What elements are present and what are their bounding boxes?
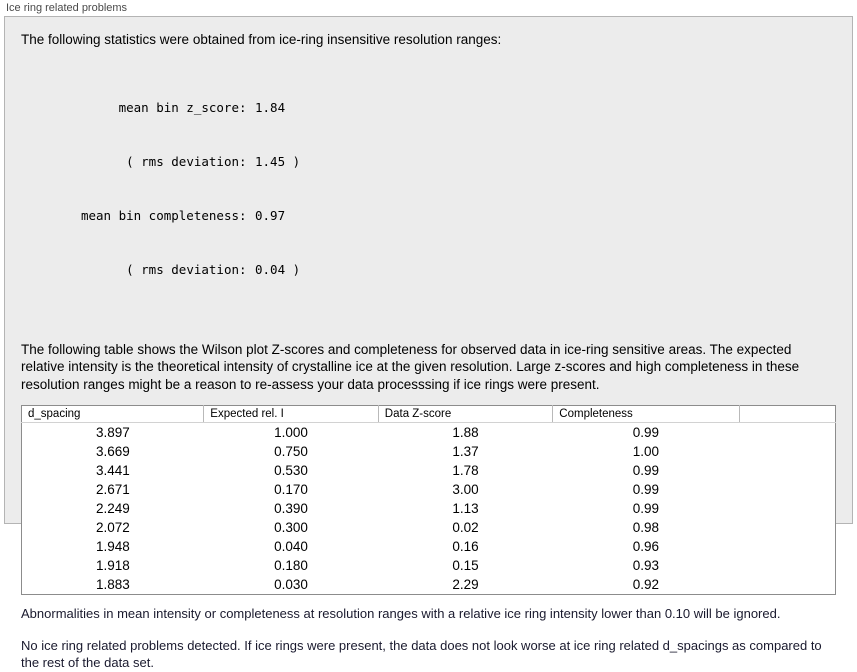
note-ignored-text: Abnormalities in mean intensity or completeness at resolution ranges with a relative ice ring intensity lower than 0.10 will be ignored. — [21, 606, 781, 621]
cell-extra — [739, 518, 835, 537]
ice-ring-table — [21, 405, 836, 595]
stats-label: mean bin completeness — [80, 207, 239, 223]
stats-colon: : — [239, 207, 247, 223]
cell-extra — [739, 499, 835, 518]
cell-completeness: 0.96 — [553, 537, 739, 556]
table-row[interactable] — [22, 575, 836, 595]
cell-d-spacing: 3.669 — [22, 442, 204, 461]
cell-data-z-score: 3.00 — [378, 480, 553, 499]
cell-completeness: 1.00 — [553, 442, 739, 461]
table-row[interactable] — [22, 423, 836, 443]
cell-expected-rel-i: 1.000 — [204, 423, 379, 443]
cell-data-z-score: 0.02 — [378, 518, 553, 537]
ice-ring-report-panel — [4, 16, 853, 670]
cell-d-spacing: 1.948 — [22, 537, 204, 556]
cell-completeness: 0.99 — [553, 480, 739, 499]
cell-d-spacing: 2.249 — [22, 499, 204, 518]
stats-label: ( rms deviation — [126, 153, 239, 169]
cell-data-z-score: 1.78 — [378, 461, 553, 480]
table-row[interactable] — [22, 461, 836, 480]
stats-label: ( rms deviation — [126, 261, 239, 277]
stats-row — [49, 153, 836, 171]
cell-completeness: 0.99 — [553, 499, 739, 518]
cell-extra — [739, 537, 835, 556]
cell-expected-rel-i: 0.750 — [204, 442, 379, 461]
cell-data-z-score: 1.13 — [378, 499, 553, 518]
cell-extra — [739, 480, 835, 499]
statistics-block — [21, 63, 836, 315]
table-body — [22, 423, 836, 595]
stats-colon: : — [239, 153, 247, 169]
table-header — [22, 406, 836, 423]
cell-extra — [739, 461, 835, 480]
cell-expected-rel-i: 0.040 — [204, 537, 379, 556]
cell-data-z-score: 1.88 — [378, 423, 553, 443]
cell-expected-rel-i: 0.300 — [204, 518, 379, 537]
description-text: The following table shows the Wilson plot Z-scores and completeness for observed data in ice-ring sensitive areas. The expected relative intensity is the theoretical intensity of crystalline ice at the given resolution. Large z-scores and high completeness in these resolution ranges might be a reason to re-assess your data processsing if ice rings were present. — [21, 341, 800, 392]
cell-data-z-score: 0.16 — [378, 537, 553, 556]
cell-extra — [739, 423, 835, 443]
cell-d-spacing: 2.072 — [22, 518, 204, 537]
cell-expected-rel-i: 0.390 — [204, 499, 379, 518]
stats-row — [49, 207, 836, 225]
stats-value: 0.97 — [255, 207, 286, 223]
cell-expected-rel-i: 0.030 — [204, 575, 379, 595]
column-header-expected-rel-i[interactable]: Expected rel. I — [204, 406, 379, 423]
table-row[interactable] — [22, 537, 836, 556]
cell-extra — [739, 556, 835, 575]
cell-extra — [739, 442, 835, 461]
cell-data-z-score: 0.15 — [378, 556, 553, 575]
stats-label: mean bin z_score — [118, 99, 239, 115]
table-row[interactable] — [22, 499, 836, 518]
cell-expected-rel-i: 0.530 — [204, 461, 379, 480]
stats-row — [49, 261, 836, 279]
cell-d-spacing: 1.883 — [22, 575, 204, 595]
table-row[interactable] — [22, 442, 836, 461]
cell-completeness: 0.93 — [553, 556, 739, 575]
cell-completeness: 0.99 — [553, 423, 739, 443]
stats-value: 1.45 ) — [255, 153, 301, 169]
panel-title: Ice ring related problems — [0, 0, 857, 16]
table-row[interactable] — [22, 480, 836, 499]
cell-completeness: 0.98 — [553, 518, 739, 537]
column-header-extra[interactable] — [739, 406, 835, 423]
cell-completeness: 0.92 — [553, 575, 739, 595]
cell-d-spacing: 1.918 — [22, 556, 204, 575]
stats-value: 0.04 ) — [255, 261, 301, 277]
cell-completeness: 0.99 — [553, 461, 739, 480]
table-header-row — [22, 406, 836, 423]
stats-value: 1.84 — [255, 99, 286, 115]
cell-d-spacing: 3.441 — [22, 461, 204, 480]
stats-row — [49, 99, 836, 117]
note-conclusion-text: No ice ring related problems detected. If ice rings were present, the data does not look worse at ice ring related d_spacings as compared to the rest of the data set. — [21, 637, 822, 670]
cell-expected-rel-i: 0.170 — [204, 480, 379, 499]
intro-text: The following statistics were obtained from ice-ring insensitive resolution ranges: — [21, 32, 502, 47]
cell-d-spacing: 3.897 — [22, 423, 204, 443]
cell-expected-rel-i: 0.180 — [204, 556, 379, 575]
column-header-d-spacing[interactable]: d_spacing — [22, 406, 204, 423]
cell-extra — [739, 575, 835, 595]
column-header-completeness[interactable]: Completeness — [553, 406, 739, 423]
column-header-data-z-score[interactable]: Data Z-score — [378, 406, 553, 423]
cell-d-spacing: 2.671 — [22, 480, 204, 499]
stats-colon: : — [239, 99, 247, 115]
stats-colon: : — [239, 261, 247, 277]
table-row[interactable] — [22, 556, 836, 575]
cell-data-z-score: 2.29 — [378, 575, 553, 595]
table-row[interactable] — [22, 518, 836, 537]
cell-data-z-score: 1.37 — [378, 442, 553, 461]
